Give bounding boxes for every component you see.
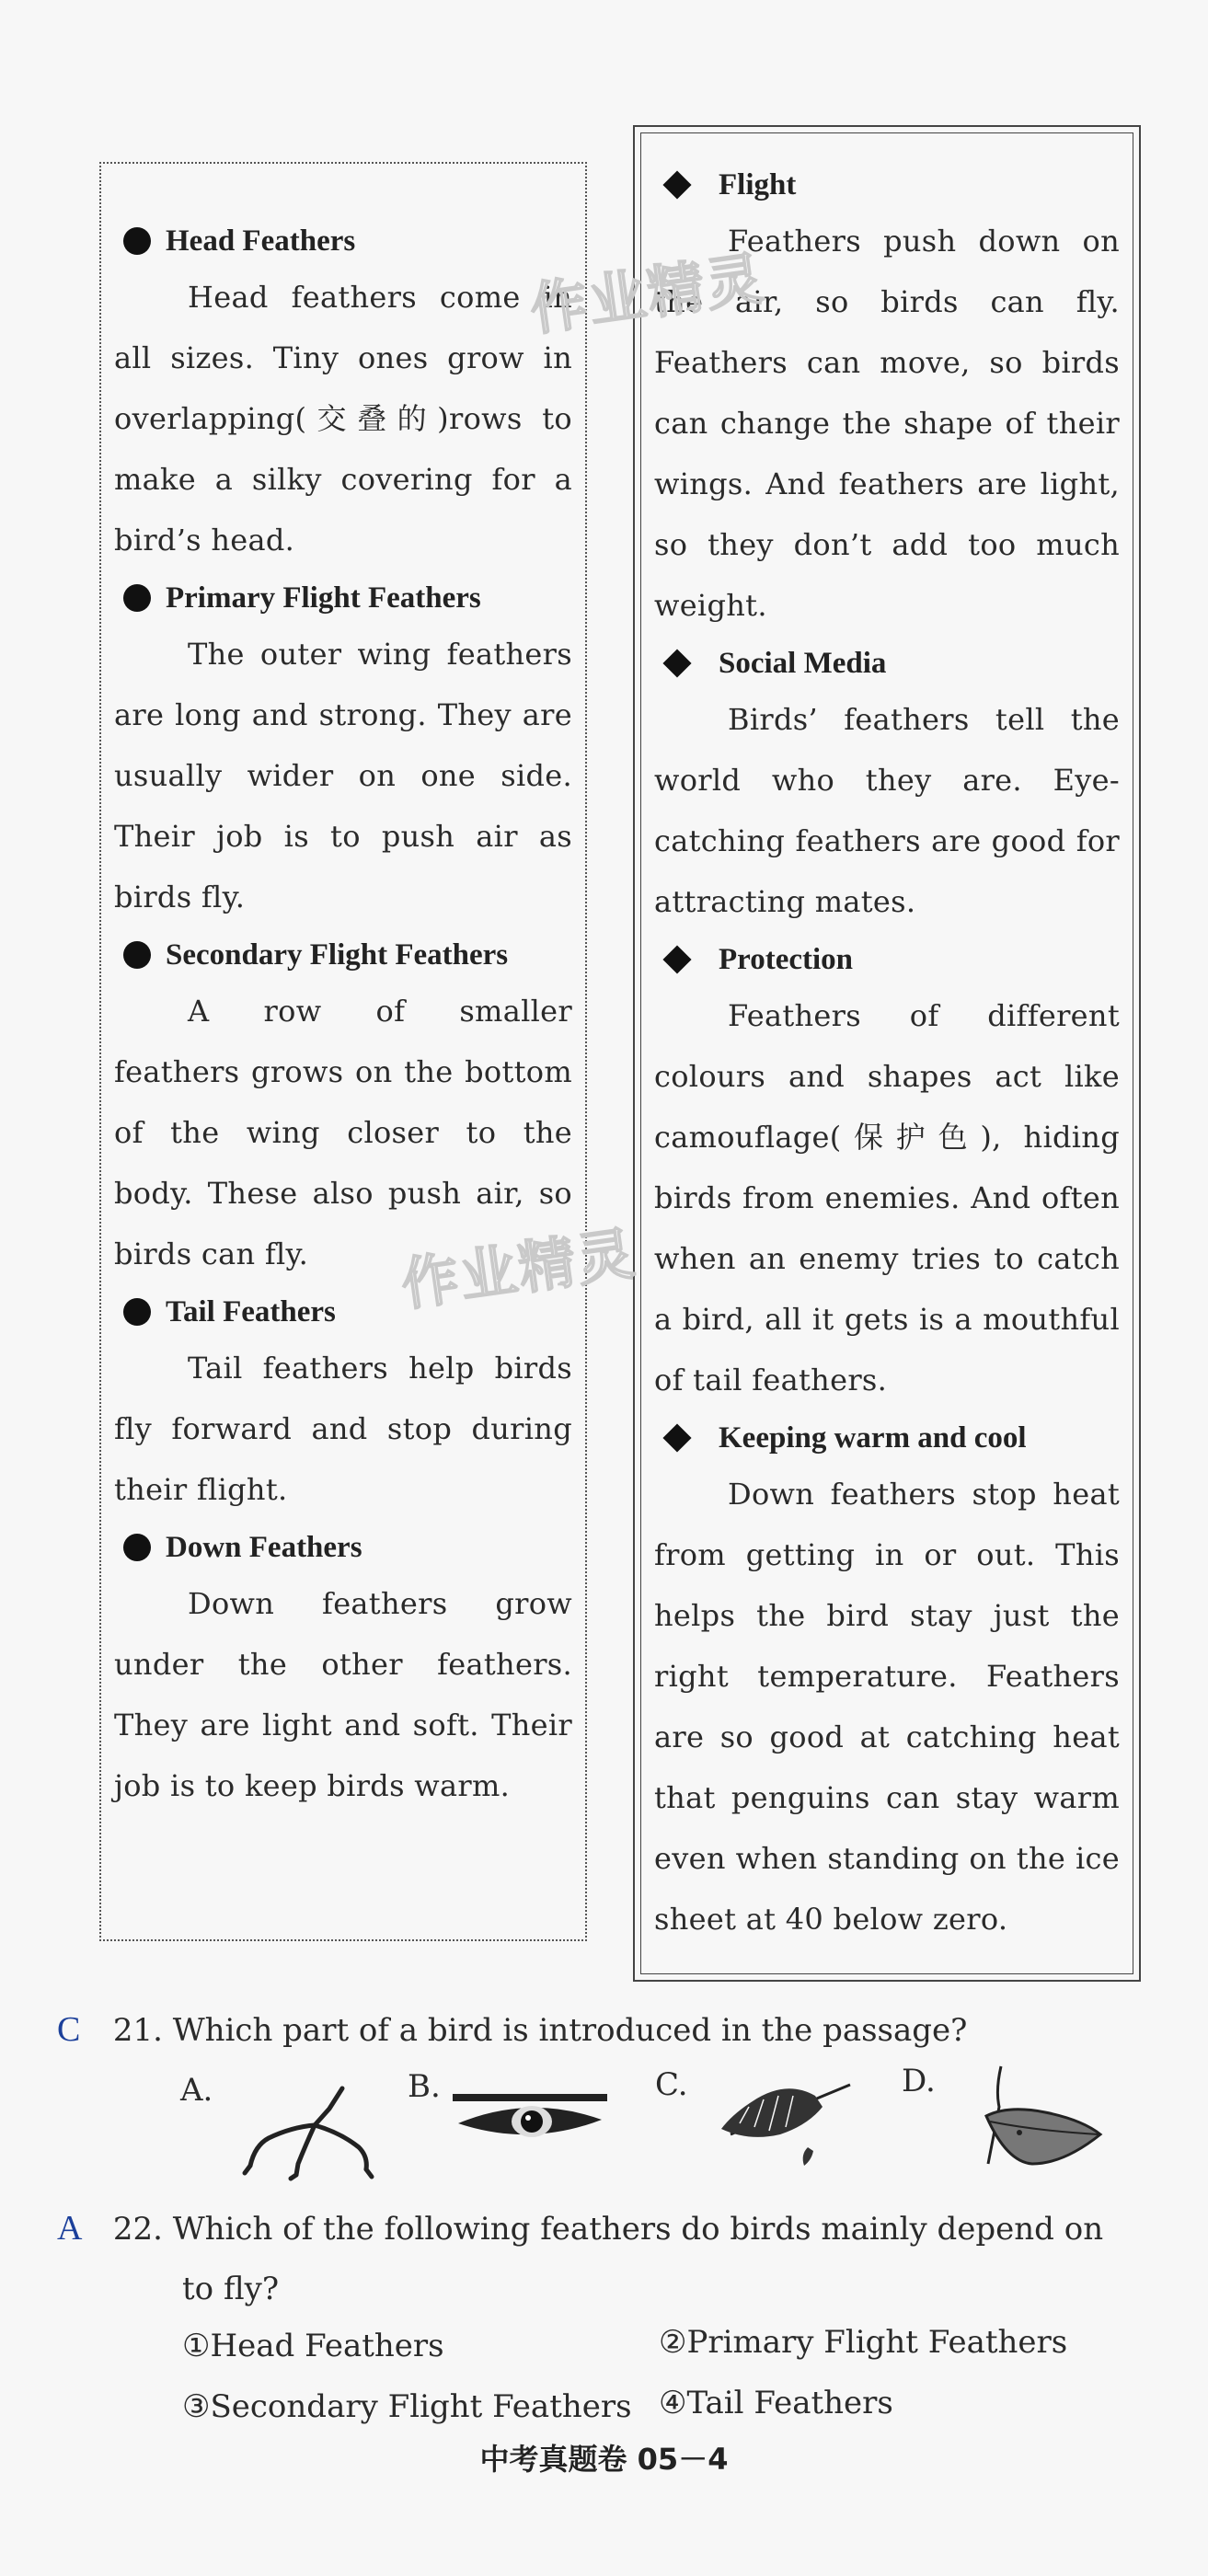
option-letter: A. (180, 2072, 213, 2109)
right-column-inner (640, 132, 1133, 1974)
bullet-dot-icon (123, 227, 151, 255)
section-title: Social Media (719, 647, 887, 680)
bullet-dot-icon (123, 584, 151, 612)
section-text: Tail feathers help birds fly forward and stop during their flight. (114, 1351, 572, 1507)
section-text: The outer wing feathers are long and strong. They are usually wider on one side. Their job is to push air as birds fly. (114, 637, 572, 914)
bird-beak-icon (953, 2063, 1104, 2180)
section-heading (654, 638, 1120, 689)
question-text: 22. Which of the following feathers do birds mainly depend on (112, 2211, 1104, 2248)
section-title: Flight (719, 168, 797, 201)
right-column-box (633, 125, 1141, 1982)
left-column-box (99, 162, 587, 1941)
section-heading (654, 934, 1120, 985)
question-21 (57, 2000, 967, 2060)
bullet-diamond-icon (662, 1423, 691, 1452)
section-heading (114, 1522, 572, 1573)
section-text: Head feathers come in all sizes. Tiny ones grow in overlapping(交叠的)rows to make a silky covering for a bird’s head. (114, 280, 572, 558)
bullet-dot-icon (123, 941, 151, 969)
section-text: Birds’ feathers tell the world who they are. Eye-catching feathers are good for attracting mates. (654, 702, 1120, 919)
question-text: 21. Which part of a bird is introduced in the passage? (112, 2012, 968, 2049)
question-22 (57, 2199, 1103, 2259)
section-heading (114, 929, 572, 981)
section-heading (114, 215, 572, 267)
answer-mark: A (57, 2209, 83, 2248)
watermark: 作业精灵 (525, 244, 769, 344)
choice-item: ④Tail Feathers (659, 2385, 893, 2421)
section-text: A row of smaller feathers grows on the bottom of the wing closer to the body. These also push air, so birds can fly. (114, 994, 572, 1271)
question-22-continued: to fly? (182, 2271, 280, 2307)
bird-claw-icon (241, 2081, 379, 2182)
section-heading (654, 1412, 1120, 1464)
bullet-diamond-icon (662, 170, 691, 199)
bullet-dot-icon (123, 1534, 151, 1561)
choice-item: ①Head Feathers (182, 2328, 444, 2364)
section-text: Feathers of different colours and shapes act like camouflage(保护色), hiding birds from enemies. And often when an enemy tries to catch a bird, all it gets is a mouthful of tail feathers. (654, 998, 1120, 1397)
bullet-diamond-icon (662, 945, 691, 973)
choice-item: ③Secondary Flight Feathers (182, 2388, 632, 2425)
section-title: Secondary Flight Feathers (166, 938, 509, 972)
section-title: Tail Feathers (166, 1295, 336, 1328)
section-text: Down feathers stop heat from getting in or out. This helps the bird stay just the right temperature. Feathers are so good at catching heat that penguins can stay warm even when standing on the ice sheet at 40 below zero. (654, 1477, 1120, 1937)
watermark: 作业精灵 (397, 1219, 640, 1319)
section-text: Down feathers grow under the other feathers. They are light and soft. Their job is to keep birds warm. (114, 1586, 572, 1803)
section-title: Keeping warm and cool (719, 1421, 1027, 1455)
section-heading (114, 572, 572, 624)
choice-item: ②Primary Flight Feathers (659, 2324, 1068, 2361)
option-letter: B. (408, 2068, 441, 2105)
option-letter: D. (902, 2063, 936, 2099)
bullet-diamond-icon (662, 649, 691, 677)
answer-mark: C (57, 2010, 81, 2049)
option-letter: C. (655, 2066, 688, 2103)
section-title: Head Feathers (166, 224, 356, 258)
section-title: Down Feathers (166, 1531, 362, 1564)
section-heading (654, 159, 1120, 211)
bird-eye-icon (453, 2092, 607, 2147)
feather-icon (712, 2070, 859, 2171)
page-footer: 中考真题卷 05－4 (479, 2442, 729, 2477)
section-title: Primary Flight Feathers (166, 581, 481, 615)
section-text: Feathers push down on the air, so birds can fly. Feathers can move, so birds can change the shape of their wings. And feathers are light, so they don’t add too much weight. (654, 224, 1120, 623)
section-title: Protection (719, 943, 854, 976)
bullet-dot-icon (123, 1298, 151, 1326)
